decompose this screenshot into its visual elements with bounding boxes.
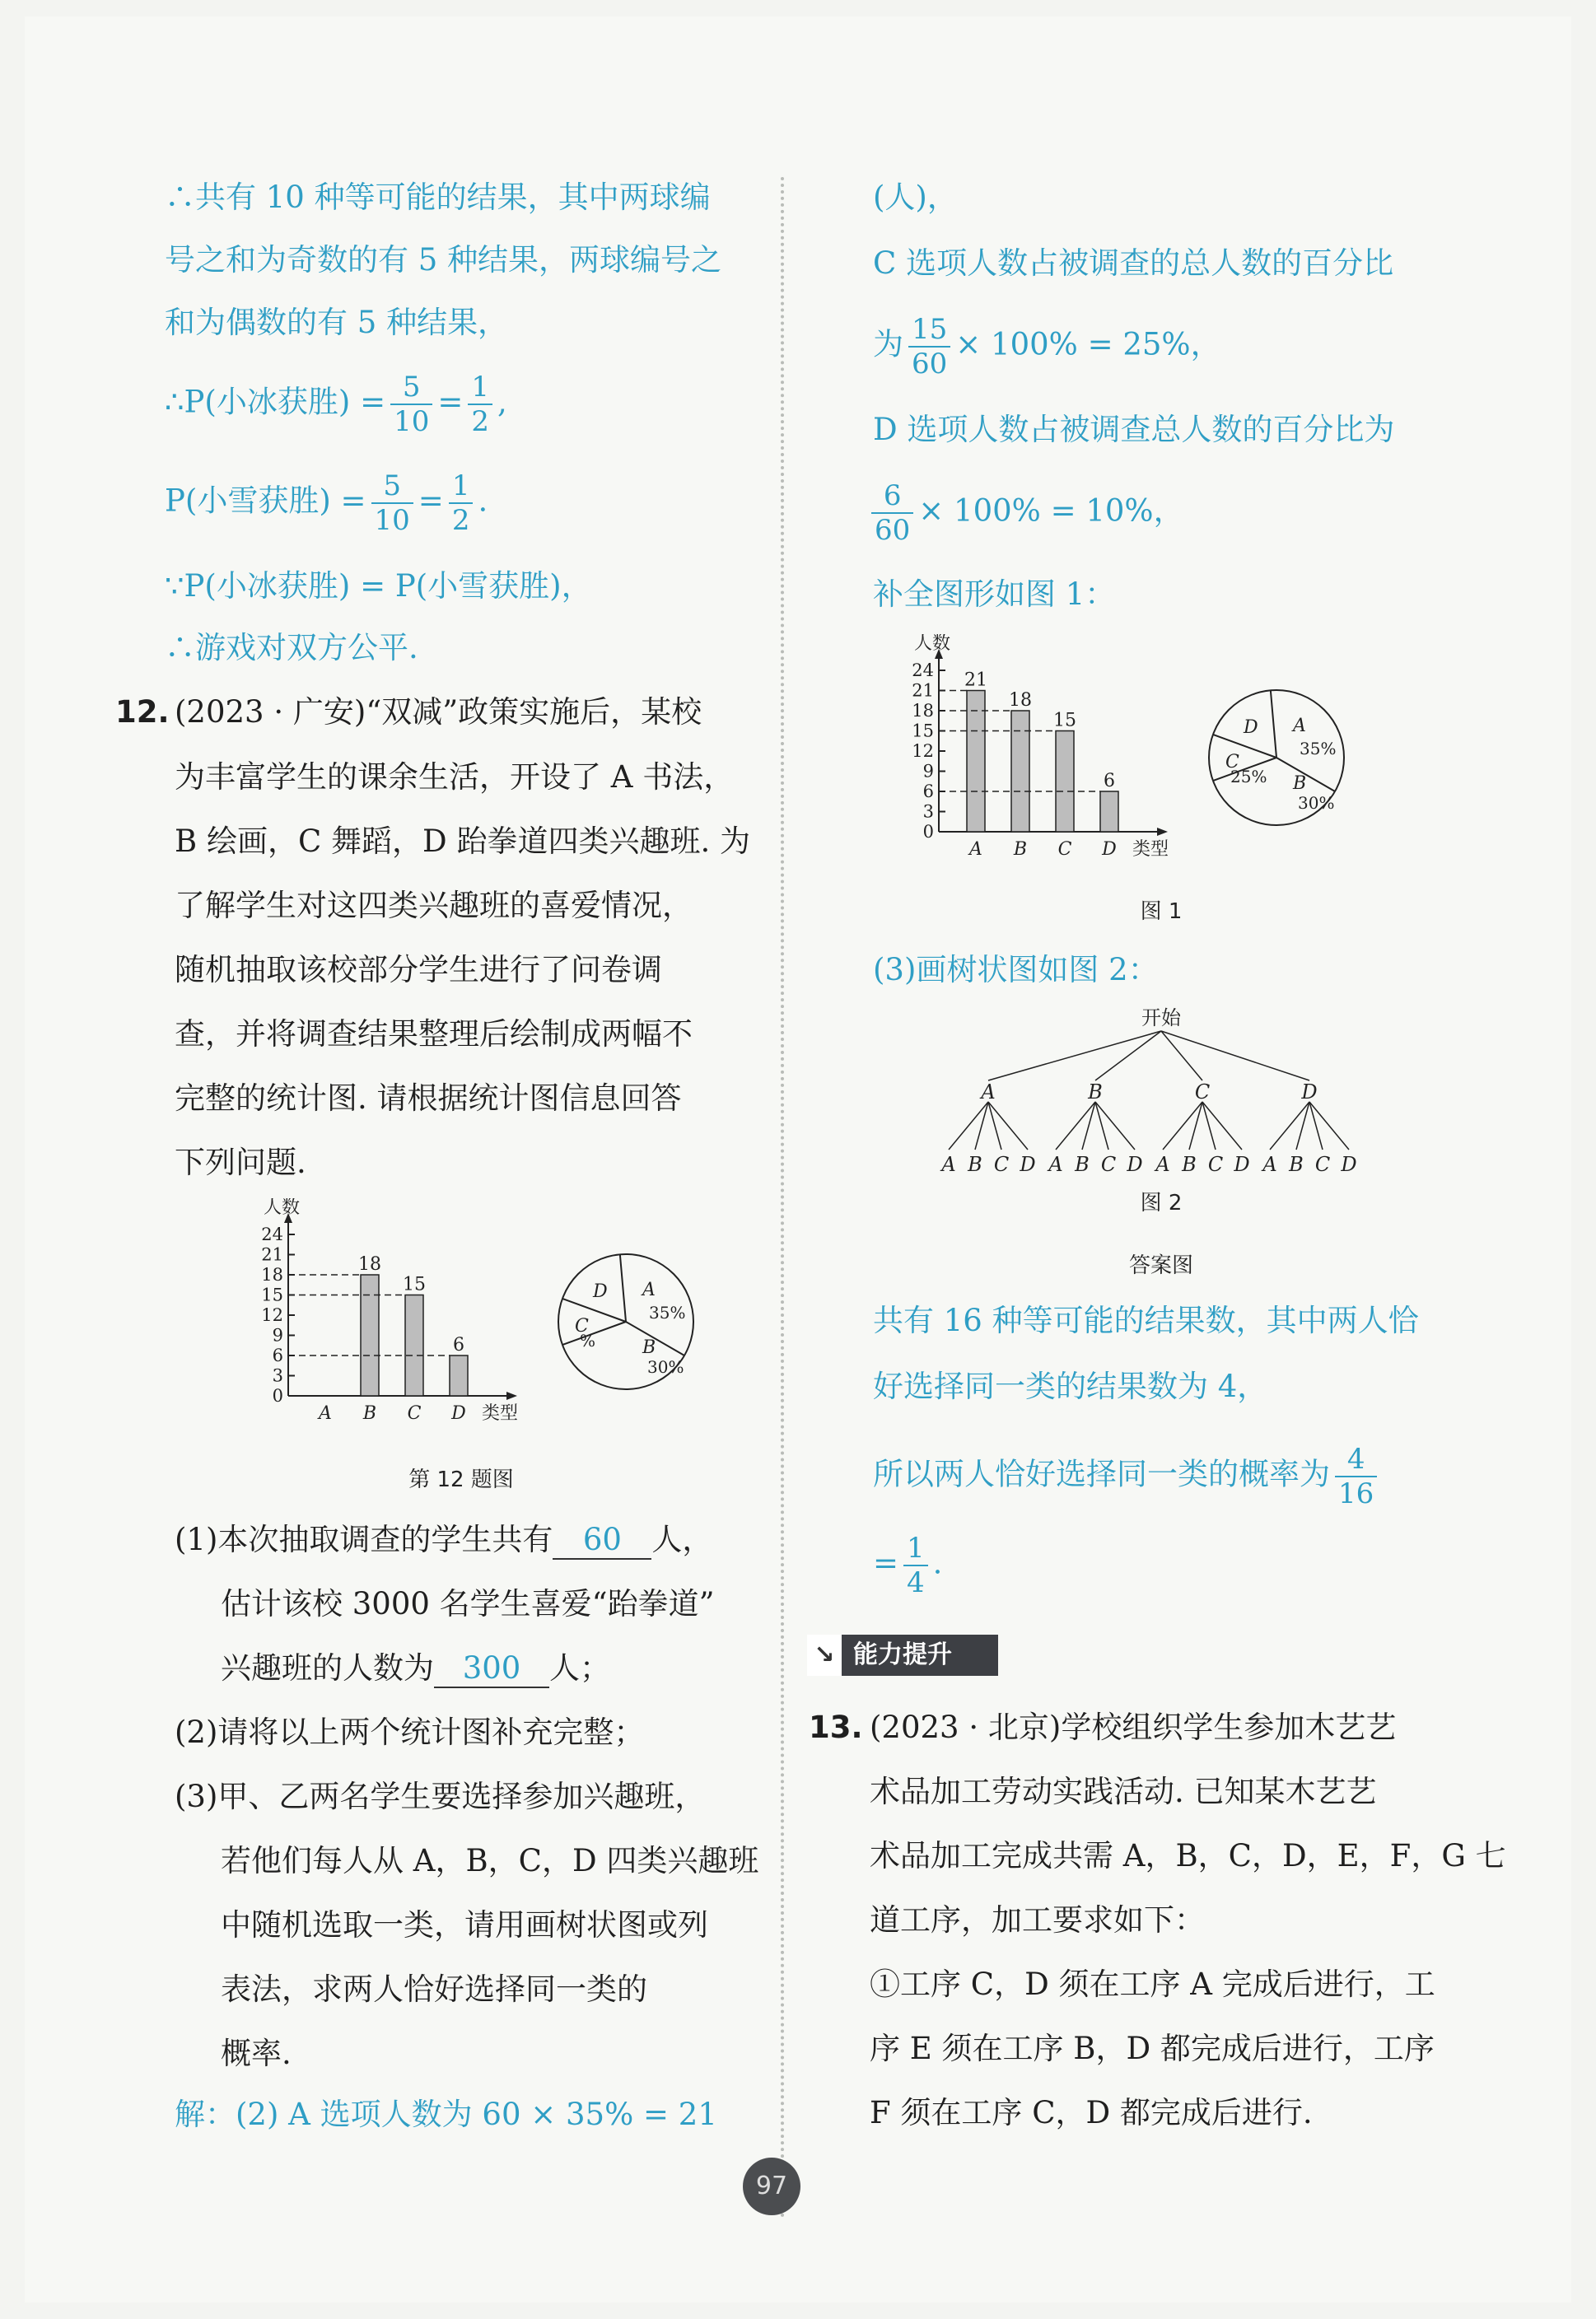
text-line: B 绘画，C 舞蹈，D 跆拳道四类兴趣班. 为	[175, 824, 750, 859]
figure-caption: 答案图	[1128, 1253, 1193, 1278]
tree-leaf: B	[1289, 1153, 1304, 1176]
pie-slice-percent: 25%	[1230, 767, 1267, 786]
pie-slice-percent: %	[580, 1331, 596, 1351]
y-tick-label: 6	[922, 782, 934, 801]
tree-leaf: B	[1182, 1153, 1197, 1176]
tree-leaf: A	[1155, 1153, 1170, 1176]
text-line: (2)请将以上两个统计图补充完整；	[175, 1715, 645, 1750]
tree-root: 开始	[1141, 1006, 1181, 1029]
tree-leaf: B	[1075, 1153, 1090, 1176]
tree-node: A	[981, 1080, 996, 1104]
y-tick-label: 18	[261, 1265, 283, 1285]
y-axis-label: 人数	[264, 1198, 301, 1218]
solution-line: 解：(2) A 选项人数为 60 × 35% = 21	[175, 2097, 717, 2132]
x-axis-arrow	[506, 1392, 517, 1400]
pie-divider	[620, 1254, 626, 1322]
answer-blank[interactable]: 300	[434, 1650, 549, 1688]
percent-c: 为 $\frac{15}{60}$ × 100% = 25%，	[873, 313, 1221, 380]
tree-leaf: C	[1314, 1153, 1331, 1176]
text-line: ∴游戏对双方公平.	[165, 630, 418, 665]
x-tick-label: A	[319, 1403, 332, 1424]
pie-slice-percent: 35%	[649, 1303, 686, 1323]
text-line: 完整的统计图. 请根据统计图信息回答	[175, 1080, 682, 1116]
x-tick-label: D	[1102, 839, 1117, 860]
pie-divider	[1213, 735, 1276, 758]
y-tick-label: 0	[922, 822, 934, 842]
data-label: 18	[358, 1254, 381, 1275]
x-tick-label: B	[362, 1403, 377, 1424]
tree-leaf: C	[993, 1153, 1010, 1176]
data-label: 15	[1053, 710, 1076, 731]
text-line: 表法，求两人恰好选择同一类的	[221, 1971, 647, 2007]
percent-d: $\frac{6}{60}$ × 100% = 10%，	[866, 479, 1184, 547]
section-badge: ↘ 能力提升	[807, 1635, 998, 1676]
data-label: 21	[964, 670, 987, 691]
text-line: 概率.	[221, 2036, 292, 2071]
pie-divider	[562, 1299, 626, 1322]
y-tick-label: 3	[272, 1365, 283, 1386]
tree-leaf: D	[1020, 1153, 1036, 1176]
y-tick-label: 18	[912, 701, 934, 721]
tree-leaf: C	[1207, 1153, 1224, 1176]
data-label: 18	[1009, 690, 1032, 711]
pie-slice-label: B	[642, 1337, 656, 1358]
x-tick-label: A	[969, 839, 982, 860]
y-tick-label: 15	[912, 721, 934, 741]
text-line: (3)画树状图如图 2：	[873, 952, 1159, 987]
text-line: (3)甲、乙两名学生要选择参加兴趣班，	[175, 1779, 706, 1814]
x-tick-label: B	[1013, 839, 1028, 860]
bar	[1056, 731, 1074, 833]
y-tick-label: 0	[272, 1386, 283, 1406]
y-tick-label: 9	[922, 761, 934, 782]
x-tick-label: C	[407, 1403, 422, 1424]
tree-edge	[988, 1031, 1161, 1080]
data-label: 15	[403, 1274, 426, 1295]
text-line: (2023 · 广安)“双减”政策实施后，某校	[175, 694, 702, 730]
pie-slice-label: D	[593, 1281, 608, 1302]
tree-leaf: B	[968, 1153, 982, 1176]
y-tick-label: 21	[261, 1244, 283, 1265]
text-line: 序 E 须在工序 B，D 都完成后进行，工序	[870, 2031, 1435, 2066]
pie-slice-label: D	[1244, 717, 1258, 738]
figure1-chart	[873, 634, 1416, 881]
tree-leaf: D	[1127, 1153, 1143, 1176]
figure-caption: 图 2	[1140, 1191, 1183, 1215]
figure-caption: 图 1	[1140, 899, 1183, 924]
tree-edge	[1161, 1031, 1309, 1080]
page-number: 97	[743, 2158, 800, 2215]
pie-slice-percent: 30%	[647, 1357, 684, 1377]
data-label: 6	[1104, 771, 1115, 791]
y-tick-label: 21	[912, 680, 934, 701]
tree-diagram	[939, 1006, 1384, 1204]
text-line: 随机抽取该校部分学生进行了问卷调	[175, 952, 662, 987]
tree-leaf: A	[1262, 1153, 1277, 1176]
pie-slice-label: C	[575, 1316, 589, 1337]
y-tick-label: 24	[261, 1225, 283, 1244]
text-line: ①工序 C，D 须在工序 A 完成后进行，工	[870, 1967, 1435, 2002]
text-line: 和为偶数的有 5 种结果，	[165, 305, 509, 340]
y-axis-label: 人数	[914, 634, 951, 654]
tree-leaf: D	[1341, 1153, 1357, 1176]
sub-question-1: (1)本次抽取调查的学生共有 60 人，	[175, 1522, 712, 1560]
tree-node: C	[1194, 1080, 1211, 1104]
q12-chart	[222, 1198, 700, 1441]
text-line: ∴共有 10 种等可能的结果，其中两球编	[165, 180, 711, 215]
figure-caption: 第 12 题图	[408, 1467, 514, 1492]
bar	[967, 691, 985, 833]
pie-slice-percent: 30%	[1298, 793, 1335, 813]
text-line: 号之和为奇数的有 5 种结果，两球编号之	[165, 242, 722, 278]
text-line: 下列问题.	[175, 1145, 306, 1180]
tree-node: D	[1301, 1080, 1318, 1104]
text-line: 共有 16 种等可能的结果数，其中两人恰	[873, 1303, 1419, 1338]
tree-leaf: A	[1048, 1153, 1063, 1176]
y-tick-label: 12	[261, 1305, 283, 1325]
question-number: 13.	[809, 1710, 863, 1745]
y-tick-label: 6	[272, 1346, 283, 1365]
text-line: F 须在工序 C，D 都完成后进行.	[870, 2095, 1313, 2130]
question-number: 12.	[115, 694, 170, 730]
tree-edge	[1202, 1102, 1242, 1150]
text-line: (2023 · 北京)学校组织学生参加木艺艺	[870, 1710, 1397, 1745]
y-tick-label: 15	[261, 1285, 283, 1305]
tree-leaf: D	[1234, 1153, 1250, 1176]
pie-slice-label: C	[1225, 752, 1239, 772]
text-line: 为丰富学生的课余生活，开设了 A 书法，	[175, 759, 735, 795]
text-line: C 选项人数占被调查的总人数的百分比	[873, 245, 1394, 281]
text-line: 术品加工劳动实践活动. 已知某木艺艺	[870, 1774, 1377, 1809]
pie-divider	[1271, 690, 1276, 758]
data-label: 6	[453, 1335, 464, 1355]
tree-edge	[988, 1102, 1028, 1150]
text-line: 查，并将调查结果整理后绘制成两幅不	[175, 1016, 693, 1052]
y-tick-label: 3	[922, 801, 934, 822]
text-line: (人)，	[873, 180, 958, 215]
text-line: ∵P(小冰获胜) = P(小雪获胜)，	[165, 568, 592, 604]
tree-edge	[1270, 1102, 1309, 1150]
arrow-icon: ↘	[807, 1635, 842, 1676]
text-line: 术品加工完成共需 A，B，C，D，E，F，G 七	[870, 1838, 1506, 1873]
text-line: 估计该校 3000 名学生喜爱“跆拳道”	[221, 1586, 715, 1621]
prob-snow: P(小雪获胜) = $\frac{5}{10}$ = $\frac{1}{2}$ .	[165, 469, 488, 537]
tree-edge	[1309, 1102, 1349, 1150]
tree-edge	[1095, 1031, 1161, 1080]
bar	[1100, 791, 1118, 832]
y-tick-label: 12	[912, 741, 934, 761]
sub-question-1-line3: 兴趣班的人数为 300 人；	[221, 1650, 610, 1688]
x-tick-label: C	[1057, 839, 1072, 860]
text-line: 了解学生对这四类兴趣班的喜爱情况，	[175, 888, 693, 923]
x-axis-label: 类型	[1132, 839, 1169, 860]
x-axis-label: 类型	[482, 1403, 519, 1424]
pie-slice-percent: 35%	[1300, 739, 1337, 758]
y-tick-label: 9	[272, 1325, 283, 1346]
text-line: D 选项人数占被调查总人数的百分比为	[873, 412, 1395, 447]
x-tick-label: D	[451, 1403, 466, 1424]
bar	[1011, 711, 1029, 832]
tree-edge	[1095, 1102, 1135, 1150]
text-line: 补全图形如图 1：	[873, 576, 1116, 612]
tree-leaf: A	[941, 1153, 956, 1176]
pie-slice-label: B	[1293, 773, 1307, 794]
column-divider	[781, 177, 784, 2219]
text-line: 道工序，加工要求如下：	[870, 1902, 1205, 1938]
prob-ice: ∴P(小冰获胜) = $\frac{5}{10}$ = $\frac{1}{2}$ ,	[165, 371, 507, 438]
answer-blank[interactable]: 60	[553, 1522, 651, 1560]
pie-slice-label: A	[642, 1280, 656, 1300]
tree-node: B	[1088, 1080, 1103, 1104]
probability-line: 所以两人恰好选择同一类的概率为 $\frac{4}{16}$	[873, 1443, 1382, 1510]
text-line: 好选择同一类的结果数为 4，	[873, 1369, 1268, 1404]
bar	[405, 1295, 423, 1397]
tree-edge	[949, 1102, 988, 1150]
x-axis-arrow	[1157, 828, 1168, 836]
tree-leaf: C	[1100, 1153, 1117, 1176]
pie-slice-label: A	[1293, 716, 1306, 736]
bar	[450, 1355, 468, 1396]
bar	[361, 1275, 379, 1396]
tree-edge	[1056, 1102, 1095, 1150]
y-tick-label: 24	[912, 660, 934, 680]
text-line: 中随机选取一类，请用画树状图或列	[221, 1907, 708, 1943]
tree-edge	[1163, 1102, 1202, 1150]
probability-result: = $\frac{1}{4}$ .	[873, 1532, 943, 1599]
text-line: 若他们每人从 A，B，C，D 四类兴趣班	[221, 1843, 759, 1878]
